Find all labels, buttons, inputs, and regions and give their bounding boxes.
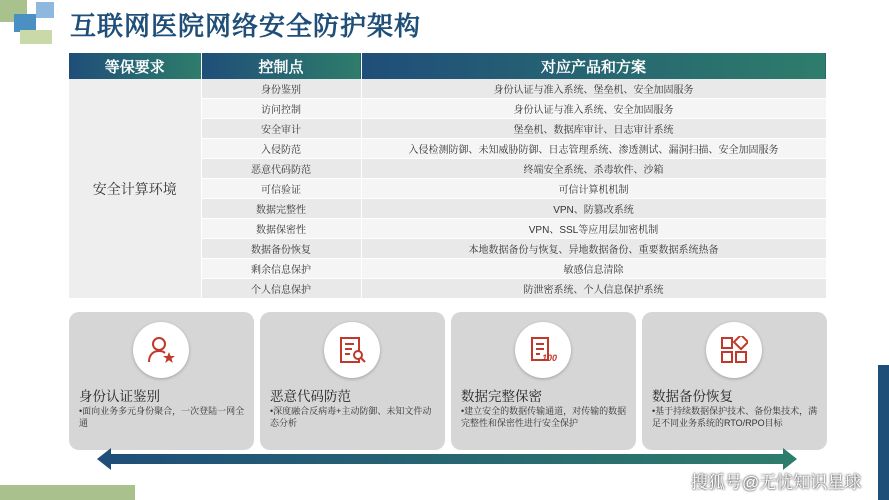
- control-cell: 剩余信息保护: [201, 259, 361, 279]
- card-malware-defense: [260, 312, 445, 450]
- solution-cell: 入侵检测防御、未知威胁防御、日志管理系统、渗透测试、漏洞扫描、安全加固服务: [361, 139, 826, 159]
- card-identity-auth: [69, 312, 254, 450]
- card-description: •面向业务多元身份聚合，一次登陆一网全通: [79, 406, 245, 428]
- solution-cell: 身份认证与准入系统、堡垒机、安全加固服务: [361, 79, 826, 99]
- user-star-icon: [147, 336, 175, 364]
- card-data-integrity: [451, 312, 636, 450]
- grid-squares-icon: [720, 336, 748, 364]
- icon-circle: [515, 322, 571, 378]
- header-requirement: 等保要求: [69, 53, 201, 79]
- card-description: •建立安全的数据传输通道，对传输的数据完整性和保密性进行安全保护: [461, 406, 627, 428]
- page-title: 互联网医院网络安全防护架构: [70, 12, 422, 41]
- solution-cell: 本地数据备份与恢复、异地数据备份、重要数据系统热备: [361, 239, 826, 259]
- control-cell: 身份鉴别: [201, 79, 361, 99]
- solution-cell: VPN、SSL等应用层加密机制: [361, 219, 826, 239]
- svg-text:100: 100: [542, 353, 557, 363]
- document-search-icon: [338, 336, 366, 364]
- icon-circle: [706, 322, 762, 378]
- solution-cell: 防泄密系统、个人信息保护系统: [361, 279, 826, 299]
- decor-bottom-bar: [0, 485, 135, 500]
- decor-square-lightblue: [36, 2, 54, 18]
- double-arrow: [97, 448, 797, 470]
- solution-cell: 可信计算机机制: [361, 179, 826, 199]
- card-description: •基于持续数据保护技术、备份集技术，满足不同业务系统的RTO/RPO目标: [652, 406, 818, 428]
- table-row: [69, 79, 826, 99]
- solution-cell: 堡垒机、数据库审计、日志审计系统: [361, 119, 826, 139]
- watermark: 搜狐号@无忧知识星球: [691, 473, 862, 492]
- control-cell: 可信验证: [201, 179, 361, 199]
- category-cell: 安全计算环境: [69, 79, 201, 299]
- table-header-row: [69, 53, 826, 79]
- card-title: 数据完整保密: [461, 389, 542, 404]
- card-title: 身份认证鉴别: [79, 389, 160, 404]
- solution-cell: 终端安全系统、杀毒软件、沙箱: [361, 159, 826, 179]
- control-cell: 安全审计: [201, 119, 361, 139]
- security-table: [69, 53, 827, 299]
- card-title: 恶意代码防范: [270, 389, 351, 404]
- control-cell: 数据完整性: [201, 199, 361, 219]
- icon-circle: [324, 322, 380, 378]
- decor-right-bar: [878, 365, 889, 500]
- card-data-backup: [642, 312, 827, 450]
- control-cell: 个人信息保护: [201, 279, 361, 299]
- control-cell: 入侵防范: [201, 139, 361, 159]
- document-100-icon: [529, 336, 557, 364]
- control-cell: 访问控制: [201, 99, 361, 119]
- card-title: 数据备份恢复: [652, 389, 733, 404]
- control-cell: 数据备份恢复: [201, 239, 361, 259]
- card-description: •深度融合反病毒+主动防御、未知文件动态分析: [270, 406, 432, 428]
- header-solution: 对应产品和方案: [361, 53, 826, 79]
- control-cell: 恶意代码防范: [201, 159, 361, 179]
- solution-cell: 敏感信息清除: [361, 259, 826, 279]
- solution-cell: VPN、防篡改系统: [361, 199, 826, 219]
- header-control-point: 控制点: [201, 53, 361, 79]
- control-cell: 数据保密性: [201, 219, 361, 239]
- icon-circle: [133, 322, 189, 378]
- solution-cell: 身份认证与准入系统、安全加固服务: [361, 99, 826, 119]
- decor-square-lightgreen: [20, 30, 52, 44]
